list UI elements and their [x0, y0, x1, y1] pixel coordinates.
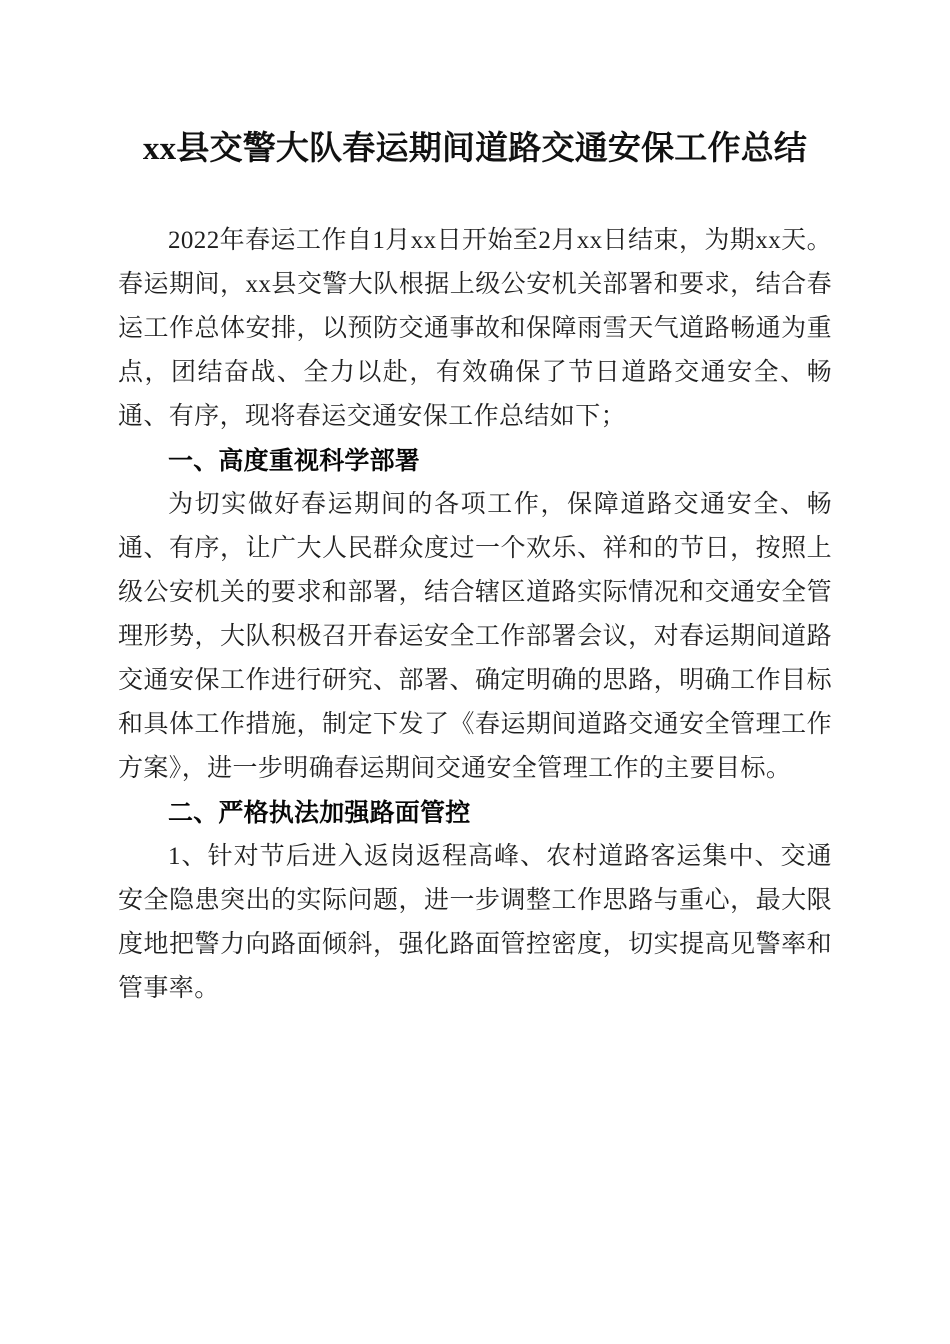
section-2-list-item-1: 1、针对节后进入返岗返程高峰、农村道路客运集中、交通安全隐患突出的实际问题，进一步调整工作思路与重心，最大限度地把警力向路面倾斜，强化路面管控密度，切实提高见警率和管事率。 — [118, 843, 832, 1002]
page-bottom-whitespace — [118, 1011, 832, 1231]
section-heading-1: 一、高度重视科学部署 — [168, 447, 421, 475]
section-heading-2: 二、严格执法加强路面管控 — [168, 799, 471, 827]
intro-paragraph: 2022年春运工作自1月xx日开始至2月xx日结束，为期xx天。春运期间，xx县交警大队根据上级公安机关部署和要求，结合春运工作总体安排，以预防交通事故和保障雨雪天气道路畅通为重点，团结奋战、全力以赴，有效确保了节日道路交通安全、畅通、有序，现将春运交通安保工作总结如下； — [118, 227, 832, 430]
page-title: xx县交警大队春运期间道路交通安保工作总结 — [142, 131, 808, 167]
section-1-paragraph-1: 为切实做好春运期间的各项工作，保障道路交通安全、畅通、有序，让广大人民群众度过一个欢乐、祥和的节日，按照上级公安机关的要求和部署，结合辖区道路实际情况和交通安全管理形势，大队积极召开春运安全工作部署会议，对春运期间道路交通安保工作进行研究、部署、确定明确的思路，明确工作目标和具体工作措施，制定下发了《春运期间道路交通安全管理工作方案》，进一步明确春运期间交通安全管理工作的主要目标。 — [118, 491, 832, 782]
document-content — [118, 0, 832, 1231]
